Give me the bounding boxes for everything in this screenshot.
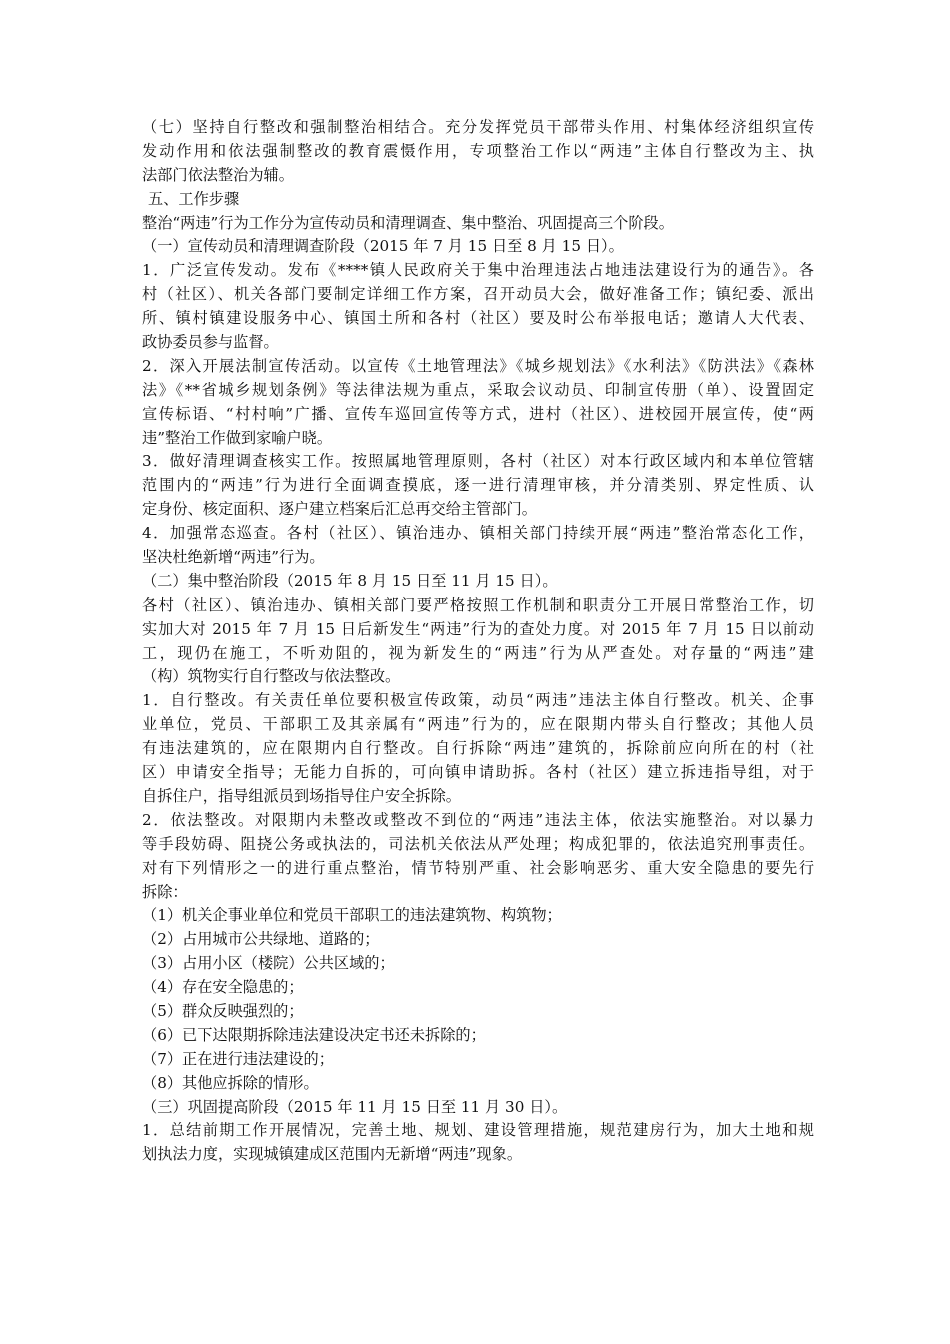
text-line: （3）占用小区（楼院）公共区域的； (142, 954, 395, 973)
text-line: 3．做好清理调查核实工作。按照属地管理原则，各村（社区）对本行政区域内和本单位管辖 (142, 452, 814, 471)
text-line: 发动作用和依法强制整改的教育震慑作用，专项整治工作以“两违”主体自行整改为主、执 (142, 141, 814, 160)
text-line: 政协委员参与监督。 (142, 333, 279, 352)
text-line: 各村（社区）、镇治违办、镇相关部门要严格按照工作机制和职责分工开展日常整治工作，切 (142, 595, 814, 614)
text-line: （七）坚持自行整改和强制整治相结合。充分发挥党员干部带头作用、村集体经济组织宣传 (142, 118, 814, 136)
text-line: 坚决杜绝新增“两违”行为。 (142, 548, 325, 567)
text-line: （5）群众反映强烈的； (142, 1001, 304, 1020)
text-line: （1）机关企事业单位和党员干部职工的违法建筑物、构筑物； (142, 906, 562, 925)
text-line: 违”整治工作做到家喻户晓。 (142, 428, 333, 447)
text-line: （一）宣传动员和清理调查阶段（2015 年 7 月 15 日至 8 月 15 日）。 (142, 237, 624, 256)
text-line: （构）筑物实行自行整改与依法整改。 (142, 667, 401, 686)
text-line: 对有下列情形之一的进行重点整治，情节特别严重、社会影响恶劣、重大安全隐患的要先行 (142, 858, 814, 877)
text-line: 区）申请安全指导；无能力自拆的，可向镇申请助拆。各村（社区）建立拆违指导组，对于 (142, 763, 814, 782)
text-line: 1．总结前期工作开展情况，完善土地、规划、建设管理措施，规范建房行为，加大土地和规 (142, 1121, 814, 1140)
text-line: 有违法建筑的，应在限期内自行整改。自行拆除“两违”建筑的，拆除前应向所在的村（社 (142, 739, 814, 758)
text-line: 宣传标语、“村村响”广播、宣传车巡回宣传等方式，进村（社区）、进校园开展宣传，使“两 (142, 404, 814, 423)
text-line: 拆除： (142, 882, 188, 901)
text-line: 2．深入开展法制宣传活动。以宣传《土地管理法》《城乡规划法》《水利法》《防洪法》《森林 (142, 356, 814, 375)
text-line: 1．自行整改。有关责任单位要积极宣传政策，动员“两违”违法主体自行整改。机关、企事 (142, 691, 814, 710)
text-line: （2）占用城市公共绿地、道路的； (142, 930, 380, 949)
text-line: 所、镇村镇建设服务中心、镇国土所和各村（社区）要及时公布举报电话；邀请人大代表、 (142, 309, 814, 328)
text-line: 划执法力度，实现城镇建成区范围内无新增“两违”现象。 (142, 1145, 523, 1164)
text-line: 1．广泛宣传发动。发布《****镇人民政府关于集中治理违法占地违法建设行为的通告》。各 (142, 261, 814, 280)
text-line: 自拆住户，指导组派员到场指导住户安全拆除。 (142, 786, 461, 805)
text-line: 实加大对 2015 年 7 月 15 日后新发生“两违”行为的查处力度。对 2015 年 7 月 15 日以前动 (142, 619, 814, 638)
text-line: 法》《**省城乡规划条例》等法律法规为重点，采取会议动员、印制宣传册（单）、设置固定 (142, 380, 814, 399)
text-line: 村（社区）、机关各部门要制定详细工作方案，召开动员大会，做好准备工作；镇纪委、派出 (142, 285, 814, 304)
text-line: 等手段妨碍、阻挠公务或执法的，司法机关依法从严处理；构成犯罪的，依法追究刑事责任。 (142, 834, 814, 853)
text-line: （7）正在进行违法建设的； (142, 1049, 334, 1068)
text-line: 范围内的“两违”行为进行全面调查摸底，逐一进行清理审核，并分清类别、界定性质、认 (142, 476, 814, 495)
text-line: （三）巩固提高阶段（2015 年 11 月 15 日至 11 月 30 日）。 (142, 1097, 568, 1116)
text-line: 2．依法整改。对限期内未整改或整改不到位的“两违”违法主体，依法实施整治。对以暴力 (142, 810, 814, 829)
text-line: （4）存在安全隐患的； (142, 978, 304, 997)
text-line: 整治“两违”行为工作分为宣传动员和清理调查、集中整治、巩固提高三个阶段。 (142, 213, 674, 232)
text-line: 4．加强常态巡查。各村（社区）、镇治违办、镇相关部门持续开展“两违”整治常态化工作， (142, 524, 814, 543)
text-line: 法部门依法整治为辅。 (142, 165, 294, 184)
document-body (142, 116, 814, 1167)
text-line: （二）集中整治阶段（2015 年 8 月 15 日至 11 月 15 日）。 (142, 571, 558, 590)
text-line: 业单位，党员、干部职工及其亲属有“两违”行为的，应在限期内带头自行整改；其他人员 (142, 715, 814, 734)
text-line: （8）其他应拆除的情形。 (142, 1073, 319, 1092)
text-line: 五、工作步骤 (148, 189, 240, 208)
text-line: 定身份、核定面积、逐户建立档案后汇总再交给主管部门。 (142, 500, 537, 519)
text-line: （6）已下达限期拆除违法建设决定书还未拆除的； (142, 1025, 486, 1044)
text-line: 工，现仍在施工，不听劝阻的，视为新发生的“两违”行为从严查处。对存量的“两违”建 (142, 643, 814, 662)
